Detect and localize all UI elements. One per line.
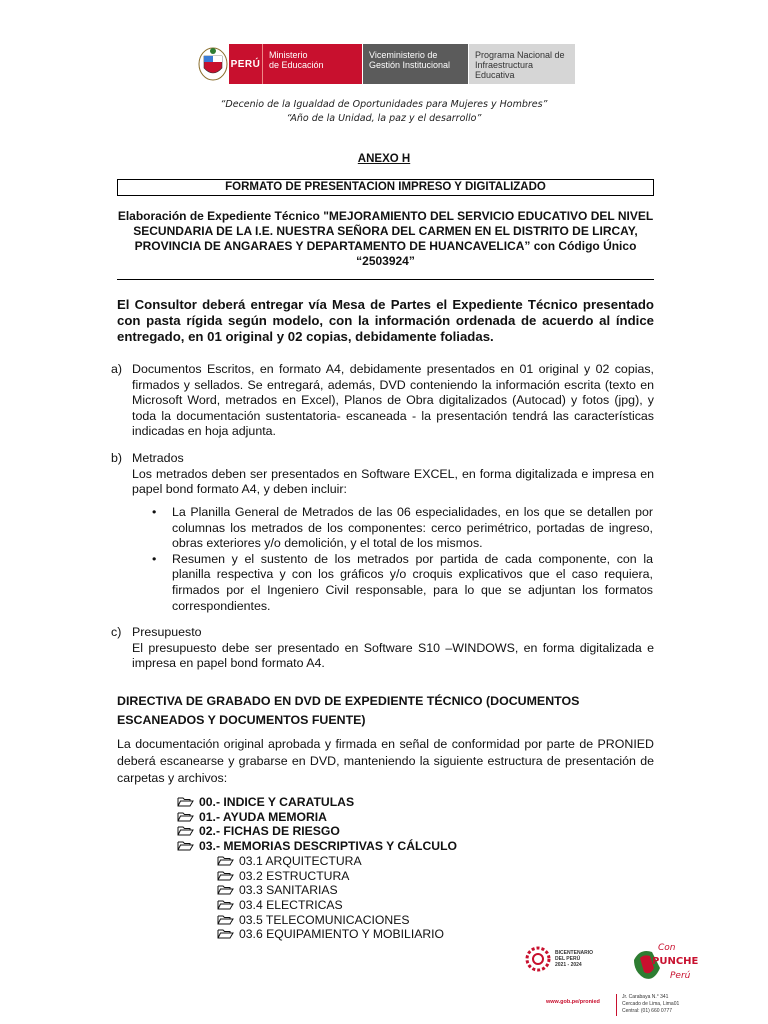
folder-icon [217,871,234,881]
header-logo-strip [197,44,575,84]
viceministry-label: Viceministerio de Gestión Institucional [363,44,468,84]
ministry-label: Ministerio de Educación [262,44,362,84]
bullet-text: La Planilla General de Metrados de las 06 especialidades, en los que se detallen por columnas los metrados de los componentes: cerco perimétrico, portadas de ingreso, obras exteriores y/o demolición, y el total de los mismos. [172,505,653,551]
directiva-heading: DIRECTIVA DE GRABADO EN DVD DE EXPEDIENTE TÉCNICO (DOCUMENTOS ESCANEADOS Y DOCUMENTOS FUENTE) [117,694,580,727]
bullet-glyph: • [152,551,157,566]
folder-icon [177,812,194,822]
year-line: “Año de la Unidad, la paz y el desarrollo” [286,113,482,124]
item-c-body [132,625,654,672]
subfolder-row [177,927,457,942]
item-c-text: El presupuesto debe ser presentado en Software S10 –WINDOWS, en forma digitalizada e impresa en papel bond formato A4. [132,640,654,671]
documentation-paragraph: La documentación original aprobada y firmada en señal de conformidad por parte de PRONIED deberá escanearse y grabarse en DVD, manteniendo la siguiente estructura de presentación de carpetas y archivos: [117,737,654,785]
folder-label: 01.- AYUDA MEMORIA [199,809,327,824]
annex-title: ANEXO H [357,153,411,165]
metrados-bullet-list [148,505,653,614]
peru-text: Perú [670,971,691,981]
folder-icon [177,797,194,807]
subfolder-row [177,883,457,898]
decenio-line: “Decenio de la Igualdad de Oportunidades para Mujeres y Hombres” [220,99,548,110]
punche-text: PUNCHE [652,956,699,967]
item-b-text: Los metrados deben ser presentados en Software EXCEL, en forma digitalizada e impresa en papel bond formato A4, y deben incluir: [132,466,654,497]
folder-row [177,795,457,810]
subfolder-row [177,869,457,884]
format-title: FORMATO DE PRESENTACION IMPRESO Y DIGITALIZADO [117,179,654,196]
folder-icon [217,856,234,866]
folder-label: 03.3 SANITARIAS [239,883,338,898]
item-b-title: Metrados [132,451,184,465]
bicentenario-text: BICENTENARIO DEL PERÚ 2021 - 2024 [555,950,594,968]
item-a-text: Documentos Escritos, en formato A4, debidamente presentados en 01 original y 02 copias, firmados y sellados. Se entregará, además, DVD conteniendo la información escrita (texto en Microsoft Word, metrados en Excel), Planos de Obra digitalizados (Autocad) y fotos (jpg), y toda la documentación sustentatoria- escaneada - la presentación tendrá las características indicadas en hoja adjunta. [132,362,654,439]
folder-label: 00.- INDICE Y CARATULAS [199,795,355,809]
folder-label: 03.5 TELECOMUNICACIONES [239,912,410,927]
subfolder-row [177,854,457,869]
bicentenario-sun-icon [525,946,551,972]
subfolder-row [177,898,457,913]
folder-label: 02.- FICHAS DE RIESGO [199,824,340,839]
folder-label: 03.6 EQUIPAMIENTO Y MOBILIARIO [239,927,444,942]
con-punche-peru-logo [630,938,700,988]
footer-address: Jr. Carabaya N.° 341 Cercado de Lima, Lima01 Central: (01) 660 0777 [622,994,680,1014]
folder-structure [177,795,457,942]
footer-divider [616,994,617,1016]
con-text: Con [658,943,676,953]
bullet-glyph: • [152,505,157,519]
folder-icon [217,929,234,939]
item-c-title: Presupuesto [132,625,202,639]
item-a-mark: a) [111,362,123,376]
folder-icon [217,885,234,895]
folder-icon [217,915,234,925]
footer-url[interactable]: www.gob.pe/pronied [546,999,600,1005]
item-b-body [132,451,654,498]
folder-label: 03.- MEMORIAS DESCRIPTIVAS Y CÁLCULO [199,839,458,854]
folder-label: 03.4 ELECTRICAS [239,897,343,912]
list-item [148,505,653,552]
elaboration-title: Elaboración de Expediente Técnico "MEJORAMIENTO DEL SERVICIO EDUCATIVO DEL NIVEL SECUNDARIA DE LA I.E. NUESTRA SEÑORA DEL CARMEN EN EL DISTRITO DE LIRCAY, PROVINCIA DE ANGARAES Y DEPARTAMENTO DE HUANCAVELICA” con Código Único “2503924” [117,209,654,268]
folder-icon [217,900,234,910]
folder-icon [177,841,194,851]
bicentenario-logo [525,946,593,972]
decade-slogan [0,98,768,126]
peru-label: PERÚ [229,44,262,84]
program-label: Programa Nacional de Infraestructura Educativa [469,44,575,84]
folder-row [177,810,457,825]
peru-coat-of-arms-icon [197,44,229,84]
item-c-mark: c) [111,625,122,639]
folder-row [177,824,457,839]
folder-label: 03.1 ARQUITECTURA [239,853,362,868]
folder-icon [177,826,194,836]
folder-label: 03.2 ESTRUCTURA [239,868,350,883]
intro-paragraph: El Consultor deberá entregar vía Mesa de Partes el Expediente Técnico presentado con pasta rígida según modelo, con la información ordenada de acuerdo al índice entregado, en 01 original y 02 copias, debidamente foliadas. [117,297,654,344]
list-item [148,552,653,614]
bullet-text: Resumen y el sustento de los metrados por partida de cada componente, con la planilla respectiva y con los gráficos y/o croquis explicativos que el caso requiera, firmados por el Ingeniero Civil responsable, para lo que se adjuntan los formatos correspondientes. [172,551,653,613]
folder-row [177,839,457,854]
divider [117,279,654,280]
subfolder-row [177,913,457,928]
item-b-mark: b) [111,451,123,465]
